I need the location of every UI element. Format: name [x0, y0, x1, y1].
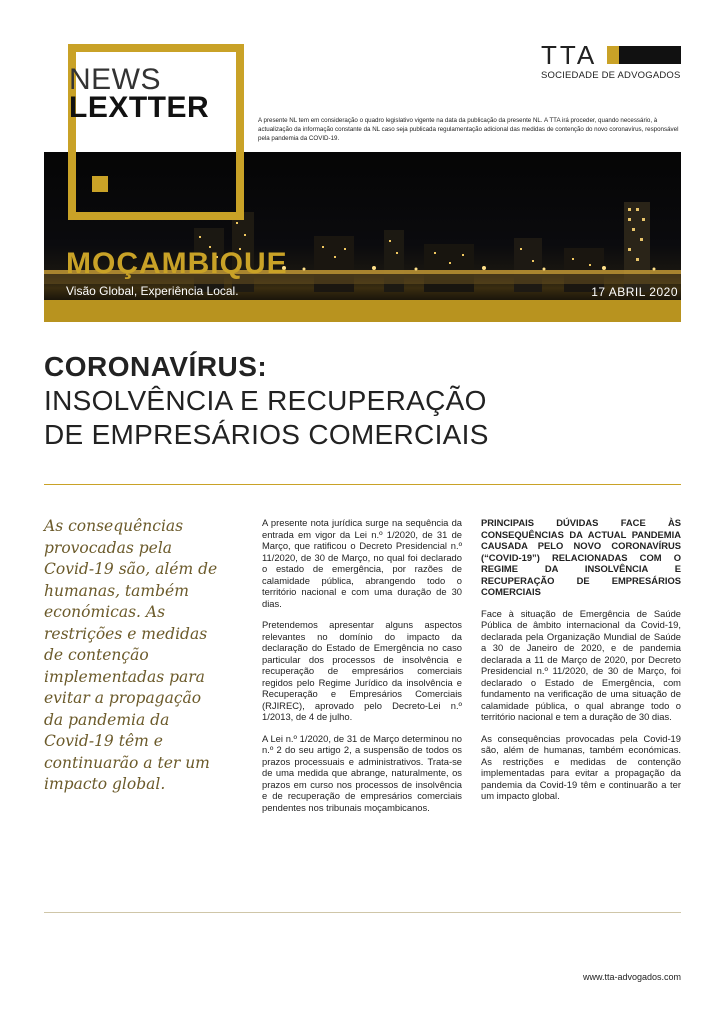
paragraph: Pretendemos apresentar alguns aspectos relevantes no domínio do impacto da declaração do Estado de Emergência no caso particular dos processos de insolvência e recuperação de empresários comerciais regidos pelo Regime Jurídico da insolvência e Recuperação e Empresários Comerciais (RJIREC), aprovado pelo Decreto-Lei n.º 1/2013, de 4 de julho. — [262, 619, 462, 722]
paragraph: A Lei n.º 1/2020, de 31 de Março determinou no n.º 2 do seu artigo 2, a suspensão de todos os prazos processuais e administrativos. Trata-se de uma medida que abrange, naturalmente, os prazos em curso nos processos de insolvência e de recuperação de empresários comerciais pendentes nos tribunais moçambicanos. — [262, 732, 462, 813]
firm-logo — [541, 40, 681, 81]
section-heading: PRINCIPAIS DÚVIDAS FACE ÀS CONSEQUÊNCIAS DA ACTUAL PANDEMIA CAUSADA PELO NOVO CORONAVÍRUS (“COVID-19”) RELACIONADAS COM O REGIME DA INSOLVÊNCIA E RECUPERAÇÃO DE EMPRESÁRIOS COMERCIAIS — [481, 517, 681, 597]
firm-logo-name: TTA — [541, 40, 598, 70]
article-column-middle — [262, 517, 462, 823]
article-column-right — [481, 517, 681, 812]
divider-top — [44, 484, 681, 485]
pull-quote: As consequências provocadas pela Covid-19 são, além de humanas, também económicas. As restrições e medidas de contenção implementadas para evitar a propagação da pandemia da Covid-19 têm e continuarão a ter um impacto global. — [44, 517, 218, 793]
newsletter-title-line2: LEXTTER — [69, 91, 210, 124]
gold-square-decoration — [92, 176, 108, 192]
article-title-line2: INSOLVÊNCIA E RECUPERAÇÃO — [44, 385, 487, 416]
banner-tagline: Visão Global, Experiência Local. — [66, 284, 239, 298]
paragraph: As consequências provocadas pela Covid-19 são, além de humanas, também económicas. As restrições e medidas de contenção implementadas para evitar a propagação da pandemia da Covid-19 têm e continuarão a ter um impacto global. — [481, 732, 681, 801]
firm-logo-subtitle: SOCIEDADE DE ADVOGADOS — [541, 70, 681, 81]
country-title: MOÇAMBIQUE — [66, 247, 288, 280]
paragraph: Face à situação de Emergência de Saúde Pública de âmbito internacional da Covid-19, declarada pela Organização Mundial de Saúde a 30 de Janeiro de 2020, e de pandemia declarada a 11 de Março de 2020, por Decreto Presidencial n.º 11/2020, de 30 de Março, foi declarado o Estado de Emergência, com fundamento na verificação de uma situação de calamidade pública, o qual abrange todo o território nacional e tem a duração de 30 dias. — [481, 607, 681, 722]
banner-gold-strip — [44, 300, 681, 322]
divider-bottom — [44, 912, 681, 913]
publication-date: 17 ABRIL 2020 — [591, 285, 678, 299]
newsletter-title-line1: NEWS — [69, 63, 161, 96]
footer-website-link[interactable]: www.tta-advogados.com — [582, 972, 681, 982]
article-title — [44, 350, 684, 452]
article-title-line3: DE EMPRESÁRIOS COMERCIAIS — [44, 419, 489, 450]
firm-logo-bar — [607, 46, 681, 64]
paragraph: A presente nota jurídica surge na sequência da entrada em vigor da Lei n.º 1/2020, de 31 de Março, que ratificou o Decreto Presidencial n.º 11/2020, de 30 de Março, no qual foi declarado o estado de emergência, por razões de calamidade pública, abrangendo todo o território nacional e com uma duração de 30 dias. — [262, 517, 462, 609]
article-title-line1: CORONAVÍRUS: — [44, 351, 268, 382]
newsletter-title — [69, 63, 210, 124]
disclaimer-text: A presente NL tem em consideração o quadro legislativo vigente na data da publicação da presente NL. A TTA irá proceder, quando necessário, à actualização da informação constante da NL caso seja publicada regulamentação adicional das medidas de contenção do novo coronavírus, responsável pela pandemia da COVID-19. — [258, 117, 679, 142]
